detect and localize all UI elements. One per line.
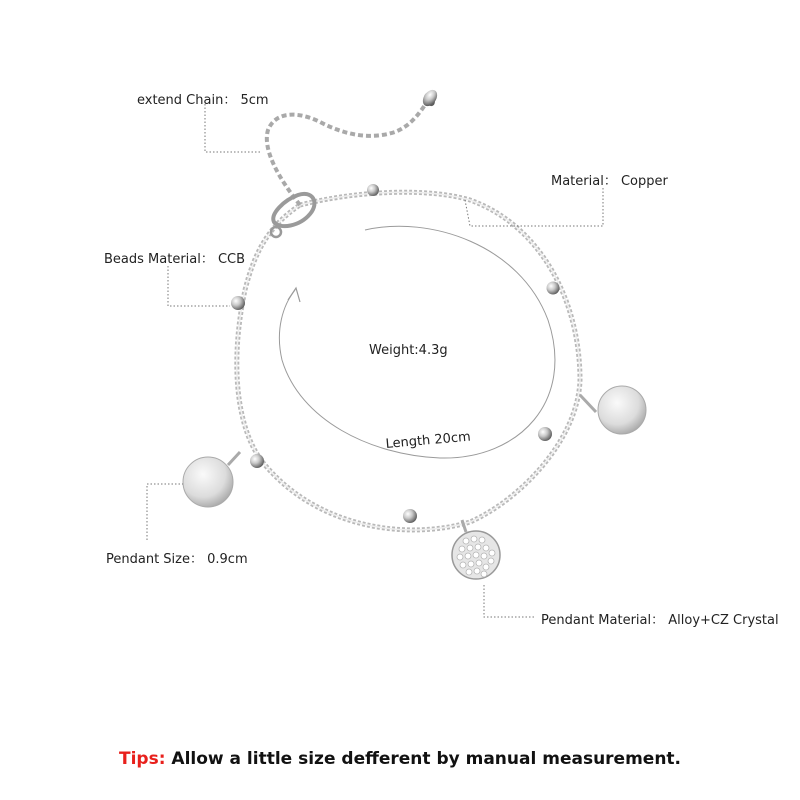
disc-pendant-right xyxy=(580,386,646,434)
tips-text: Allow a little size defferent by manual measurement. xyxy=(171,749,682,769)
crystal-pendant xyxy=(452,520,500,579)
weight-label: Weight:4.3g xyxy=(369,343,448,358)
pendant-size-label: Pendant Size： 0.9cm xyxy=(106,552,248,567)
extend-chain-label: extend Chain： 5cm xyxy=(137,93,269,108)
length-arrow-head xyxy=(288,288,300,302)
tips-note xyxy=(0,749,800,769)
leader-lines xyxy=(147,104,603,617)
length-label: Length 20cm xyxy=(385,429,472,452)
material-label: Material： Copper xyxy=(551,174,668,189)
disc-pendant-left xyxy=(183,452,240,507)
tips-colon: : xyxy=(158,749,172,769)
beads-material-label: Beads Material： CCB xyxy=(104,252,246,267)
main-chain xyxy=(237,192,580,530)
tips-prefix: Tips xyxy=(118,749,159,769)
pendant-material-label: Pendant Material： Alloy+CZ Crystal xyxy=(541,613,779,628)
lobster-clasp xyxy=(271,194,314,237)
